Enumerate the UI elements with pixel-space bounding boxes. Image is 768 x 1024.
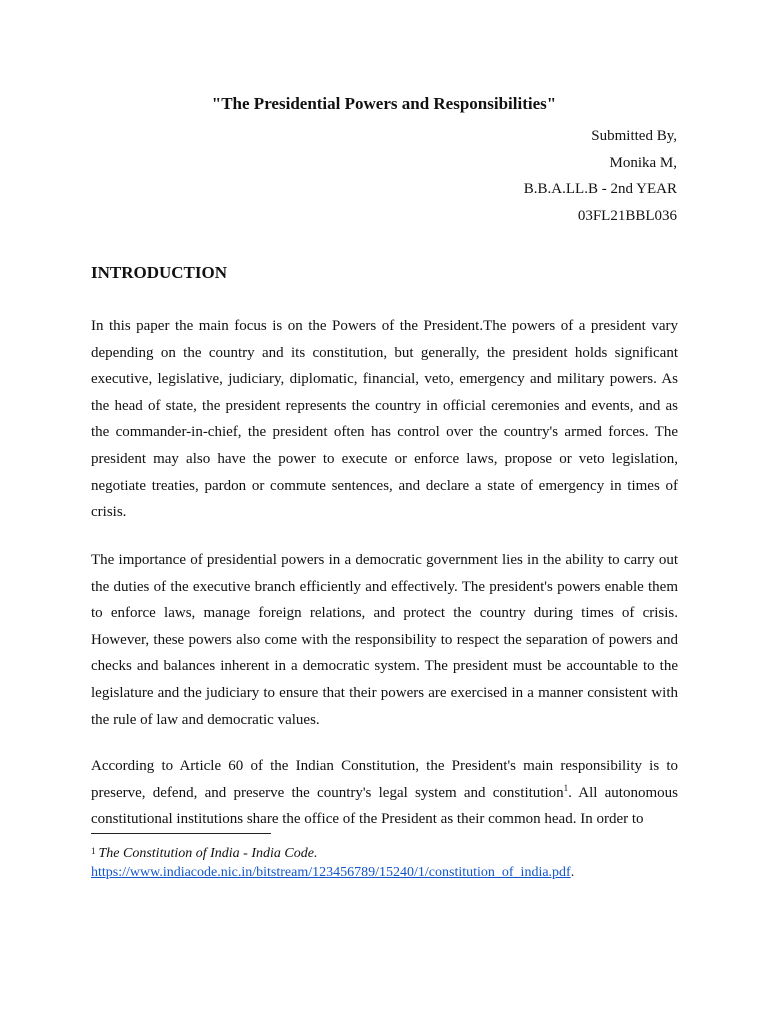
author-roll-number: 03FL21BBL036	[577, 207, 677, 224]
submission-details	[317, 123, 677, 229]
section-heading: INTRODUCTION	[91, 263, 228, 282]
author-course: B.B.A.LL.B - 2nd YEAR	[523, 181, 677, 198]
paragraph-2: The importance of presidential powers in a democratic government lies in the ability to carry out the duties of the executive branch efficiently and effectively. The president's powers enable them to enforce laws, manage foreign relations, and protect the country during times of crisis. However, these powers also come with the responsibility to respect the separation of powers and checks and balances inherent in a democratic system. The president must be accountable to the legislature and the judiciary to ensure that their powers are exercised in a manner consistent with the rule of law and democratic values.	[91, 552, 678, 728]
footnote-separator	[91, 833, 271, 834]
paragraph-3-text-start: According to Article 60 of the Indian Constitution, the President's main responsibility is to preserve, defend, and preserve the country's legal system and constitution	[91, 758, 678, 801]
paragraph-1: In this paper the main focus is on the Powers of the President.The powers of a president vary depending on the country and its constitution, but generally, the president holds significant executive, legislative, judiciary, diplomatic, financial, veto, emergency and military powers. As the head of state, the president represents the country in official ceremonies and events, and as the commander-in-chief, the president often has control over the country's armed forces. The president may also have the power to execute or enforce laws, propose or veto legislation, negotiate treaties, pardon or commute sentences, and declare a state of emergency in times of crisis.	[91, 318, 678, 521]
document-title: "The Presidential Powers and Responsibilities"	[211, 94, 557, 113]
footnote-number: 1	[91, 846, 96, 856]
footnote-title: The Constitution of India - India Code.	[98, 846, 318, 861]
footnote-url-line	[91, 863, 691, 882]
footnote-reference[interactable]: 1	[563, 782, 569, 793]
author-name: Monika M,	[609, 154, 677, 171]
footnote-citation	[91, 842, 691, 863]
footnote-link[interactable]: https://www.indiacode.nic.in/bitstream/123456789/15240/1/constitution_of_india.pdf	[91, 865, 571, 880]
submitted-by-label: Submitted By,	[591, 128, 677, 144]
paragraph-3-text-end: . All autonomous constitutional institutions share the office of the President as their common head. In order to	[91, 784, 678, 828]
footnote	[91, 842, 691, 882]
paragraph-3	[91, 753, 678, 833]
footnote-trailing-period: .	[570, 865, 575, 880]
